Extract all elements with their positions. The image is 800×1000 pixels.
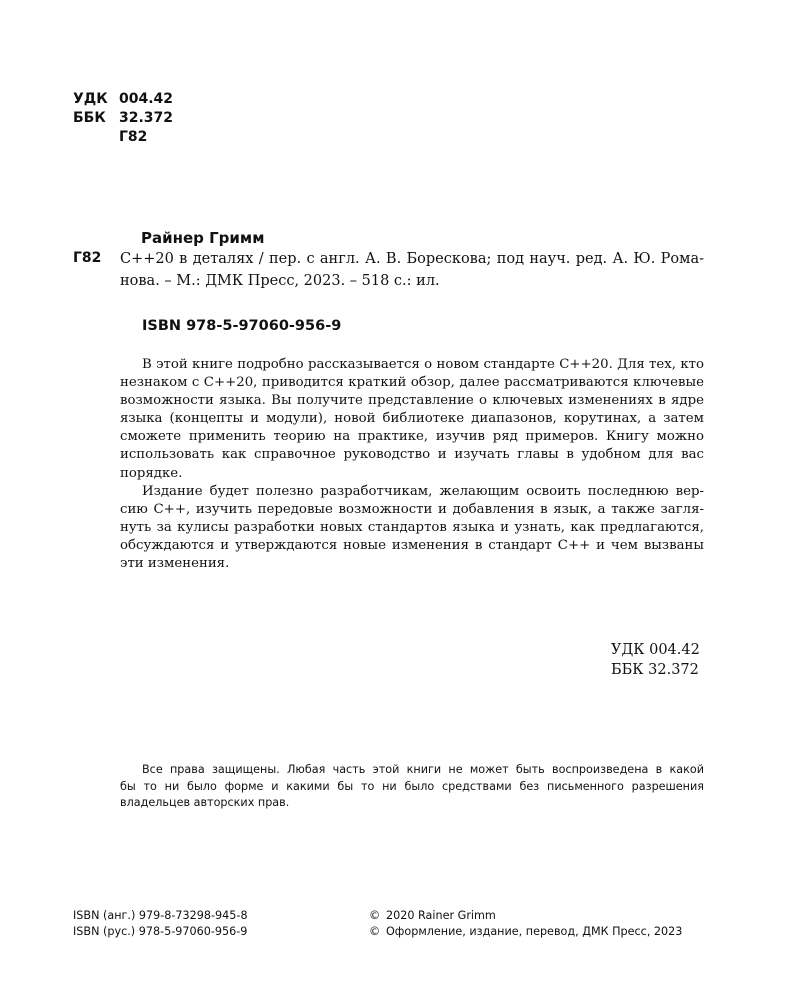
annotation — [120, 356, 704, 573]
annotation-line: обсуждаются и утверждаются новые изменения в стандарт С++ и чем вызваны — [120, 537, 704, 553]
copyright-author: 2020 Rainer Grimm — [386, 909, 496, 922]
isbn-english: ISBN (анг.) 979-8-73298-945-8 — [73, 909, 248, 922]
bbk-code: ББК 32.372 — [611, 662, 699, 678]
copyright-publisher-row — [369, 924, 682, 940]
bbk-label: ББК — [73, 110, 106, 126]
bbk-value: 32.372 — [119, 110, 174, 126]
author-sign: Г82 — [119, 129, 148, 145]
annotation-line: В этой книге подробно рассказывается о новом стандарте С++20. Для тех, кто — [142, 357, 704, 372]
annotation-line: использовать как справочное руководство и изучать главы в удобном для вас — [120, 447, 704, 463]
copyright-publisher: Оформление, издание, перевод, ДМК Пресс, 2023 — [386, 925, 683, 938]
copyright-author-row — [369, 908, 682, 924]
annotation-line: эти изменения. — [120, 556, 230, 572]
annotation-line: сию С++, изучить передовые возможности и добавления в язык, а также загля- — [120, 501, 704, 517]
isbn-russian: ISBN (рус.) 978-5-97060-956-9 — [73, 925, 248, 938]
rights-line: владельцев авторских прав. — [120, 796, 290, 809]
annotation-line: сможете применить теорию на практике, изучив ряд примеров. Книгу можно — [120, 429, 704, 445]
annotation-line: нуть за кулисы разработки новых стандартов языка и узнать, как предлагаются, — [120, 519, 704, 535]
rights-line: бы то ни было форме и какими бы то ни было средствами без письменного разрешения — [120, 779, 704, 793]
annotation-line: незнаком с С++20, приводится краткий обзор, далее рассматриваются ключевые — [120, 375, 704, 391]
biblio-author-sign: Г82 — [73, 250, 102, 266]
author-sign-row — [73, 128, 173, 147]
rights-notice — [120, 762, 704, 812]
udk-row — [73, 90, 173, 109]
copyright-icon: © — [369, 925, 381, 938]
annotation-line: Издание будет полезно разработчикам, желающим освоить последнюю вер- — [142, 483, 704, 499]
rights-line: Все права защищены. Любая часть этой книги не может быть воспроизведена в какой — [142, 763, 704, 776]
udk-value: 004.42 — [119, 91, 174, 107]
biblio-line: С++20 в деталях / пер. с англ. А. В. Борескова; под науч. ред. А. Ю. Рома- — [120, 251, 704, 267]
annotation-line: языка (концепты и модули), новой библиотеке диапазонов, корутинах, а затем — [120, 411, 704, 427]
classification-codes-right — [611, 640, 700, 680]
biblio-line: нова. – М.: ДМК Пресс, 2023. – 518 с.: ил. — [120, 273, 440, 289]
copyright-icon: © — [369, 909, 381, 922]
isbn-main: ISBN 978-5-97060-956-9 — [142, 318, 342, 334]
udk-label: УДК — [73, 91, 108, 107]
annotation-line: порядке. — [120, 465, 183, 481]
udk-code: УДК 004.42 — [611, 642, 700, 658]
author-name: Райнер Гримм — [141, 229, 265, 247]
classification-codes — [73, 90, 173, 147]
copyright-block — [369, 908, 682, 940]
bibliographic-description — [120, 248, 704, 292]
annotation-line: возможности языка. Вы получите представление о ключевых изменениях в ядре — [120, 393, 704, 409]
bbk-row — [73, 109, 173, 128]
isbn-list — [73, 908, 248, 940]
